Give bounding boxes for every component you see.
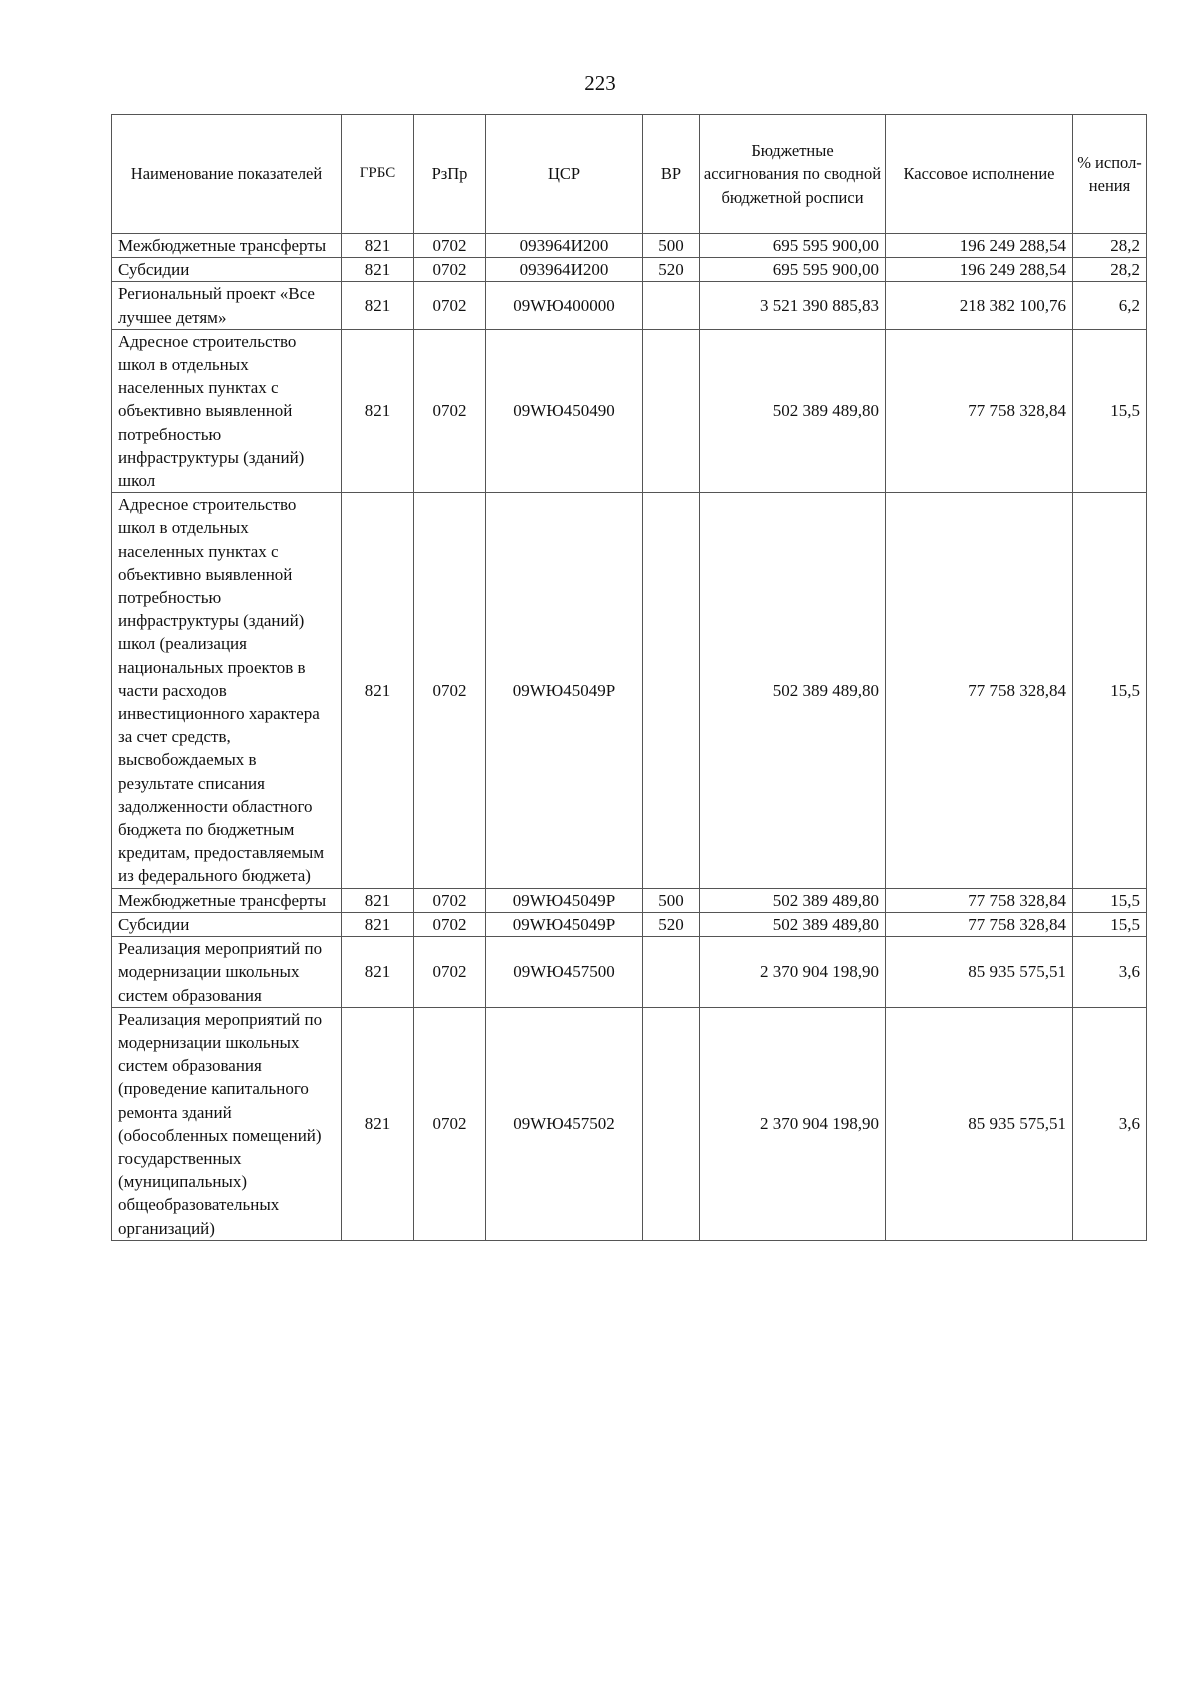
row-cash: 85 935 575,51: [886, 1007, 1073, 1240]
row-grbs: 821: [342, 329, 414, 492]
table-header-row: [112, 115, 1147, 234]
row-budget: 502 389 489,80: [700, 493, 886, 888]
row-name: Реализация мероприятий по модернизации школьных систем образования: [112, 937, 342, 1008]
header-grbs: ГРБС: [342, 115, 414, 234]
row-name: Межбюджетные трансферты: [112, 234, 342, 258]
row-percent: 15,5: [1073, 493, 1147, 888]
row-grbs: 821: [342, 1007, 414, 1240]
row-grbs: 821: [342, 282, 414, 329]
row-percent: 15,5: [1073, 888, 1147, 912]
table-row: [112, 282, 1147, 329]
row-rzpr: 0702: [414, 282, 486, 329]
row-budget: 502 389 489,80: [700, 912, 886, 936]
row-grbs: 821: [342, 937, 414, 1008]
row-cash: 196 249 288,54: [886, 258, 1073, 282]
page-number: 223: [584, 71, 616, 95]
row-grbs: 821: [342, 888, 414, 912]
row-rzpr: 0702: [414, 493, 486, 888]
row-cash: 77 758 328,84: [886, 912, 1073, 936]
table-row: [112, 258, 1147, 282]
row-rzpr: 0702: [414, 888, 486, 912]
row-csr: 09WЮ400000: [486, 282, 643, 329]
row-percent: 15,5: [1073, 329, 1147, 492]
header-name: Наименование показателей: [112, 115, 342, 234]
row-percent: 28,2: [1073, 234, 1147, 258]
row-vr: [643, 1007, 700, 1240]
row-grbs: 821: [342, 234, 414, 258]
row-percent: 3,6: [1073, 937, 1147, 1008]
row-cash: 77 758 328,84: [886, 493, 1073, 888]
row-vr: [643, 493, 700, 888]
row-cash: 85 935 575,51: [886, 937, 1073, 1008]
table-row: [112, 912, 1147, 936]
row-rzpr: 0702: [414, 234, 486, 258]
row-cash: 218 382 100,76: [886, 282, 1073, 329]
table-row: [112, 234, 1147, 258]
row-csr: 09WЮ45049Р: [486, 912, 643, 936]
row-name: Региональный проект «Все лучшее детям»: [112, 282, 342, 329]
row-budget: 2 370 904 198,90: [700, 937, 886, 1008]
row-budget: 502 389 489,80: [700, 888, 886, 912]
row-csr: 093964И200: [486, 234, 643, 258]
row-rzpr: 0702: [414, 912, 486, 936]
row-percent: 3,6: [1073, 1007, 1147, 1240]
row-name: Адресное строительство школ в отдельных населенных пунктах с объективно выявленной потребностью инфраструктуры (зданий) школ: [112, 329, 342, 492]
budget-execution-table: [111, 114, 1147, 1241]
header-csr: ЦСР: [486, 115, 643, 234]
header-cash: Кассовое исполнение: [886, 115, 1073, 234]
row-grbs: 821: [342, 258, 414, 282]
row-vr: 520: [643, 912, 700, 936]
table-row: [112, 1007, 1147, 1240]
row-cash: 77 758 328,84: [886, 888, 1073, 912]
table-row: [112, 937, 1147, 1008]
row-rzpr: 0702: [414, 937, 486, 1008]
row-name: Субсидии: [112, 258, 342, 282]
row-vr: 520: [643, 258, 700, 282]
header-percent: % испол-нения: [1073, 115, 1147, 234]
row-vr: [643, 329, 700, 492]
table-row: [112, 329, 1147, 492]
row-percent: 28,2: [1073, 258, 1147, 282]
row-vr: [643, 282, 700, 329]
row-percent: 15,5: [1073, 912, 1147, 936]
row-name: Субсидии: [112, 912, 342, 936]
row-budget: 695 595 900,00: [700, 234, 886, 258]
row-csr: 093964И200: [486, 258, 643, 282]
row-budget: 2 370 904 198,90: [700, 1007, 886, 1240]
row-vr: 500: [643, 234, 700, 258]
row-name: Адресное строительство школ в отдельных населенных пунктах с объективно выявленной потребностью инфраструктуры (зданий) школ (реализация национальных проектов в части расходов инвестиционного характера за счет средств, высвобождаемых в результате списания задолженности областного бюджета по бюджетным кредитам, предоставляемым из федерального бюджета): [112, 493, 342, 888]
row-csr: 09WЮ45049Р: [486, 493, 643, 888]
row-vr: [643, 937, 700, 1008]
row-budget: 502 389 489,80: [700, 329, 886, 492]
row-grbs: 821: [342, 912, 414, 936]
row-grbs: 821: [342, 493, 414, 888]
table-row: [112, 493, 1147, 888]
row-cash: 196 249 288,54: [886, 234, 1073, 258]
row-csr: 09WЮ450490: [486, 329, 643, 492]
header-vr: ВР: [643, 115, 700, 234]
row-cash: 77 758 328,84: [886, 329, 1073, 492]
row-rzpr: 0702: [414, 329, 486, 492]
header-budget: Бюджетные ассигнования по сводной бюджетной росписи: [700, 115, 886, 234]
row-rzpr: 0702: [414, 1007, 486, 1240]
row-budget: 3 521 390 885,83: [700, 282, 886, 329]
row-csr: 09WЮ457500: [486, 937, 643, 1008]
row-name: Межбюджетные трансферты: [112, 888, 342, 912]
row-vr: 500: [643, 888, 700, 912]
row-rzpr: 0702: [414, 258, 486, 282]
table-row: [112, 888, 1147, 912]
row-csr: 09WЮ457502: [486, 1007, 643, 1240]
header-rzpr: РзПр: [414, 115, 486, 234]
row-percent: 6,2: [1073, 282, 1147, 329]
row-budget: 695 595 900,00: [700, 258, 886, 282]
row-name: Реализация мероприятий по модернизации школьных систем образования (проведение капитального ремонта зданий (обособленных помещений) государственных (муниципальных) общеобразовательных организаций): [112, 1007, 342, 1240]
row-csr: 09WЮ45049Р: [486, 888, 643, 912]
